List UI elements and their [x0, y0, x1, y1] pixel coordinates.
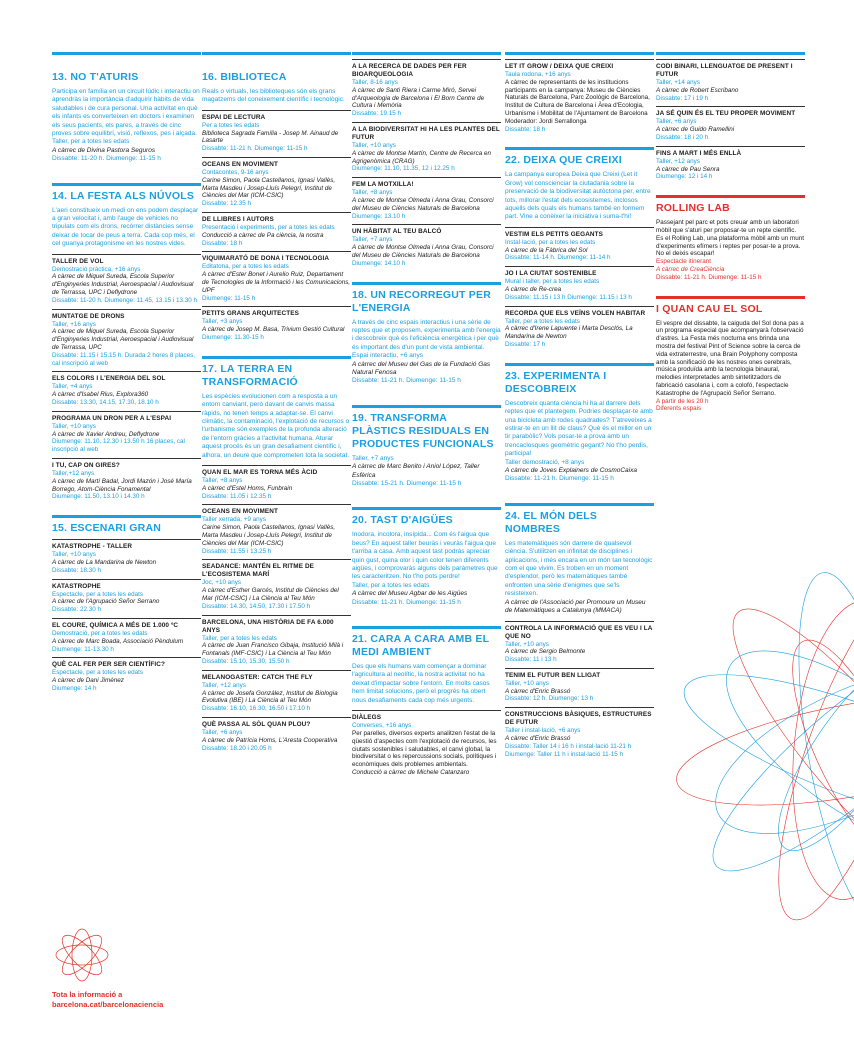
event-item — [352, 59, 501, 118]
event-schedule: Dissabte: 11.15 i 15.15 h. Durada 2 hores 8 places, cal inscripció al web — [52, 351, 196, 367]
section-rule — [505, 363, 654, 366]
event-title: A LA BIODIVERSITAT HI HA LES PLANTES DEL FUTUR — [352, 125, 500, 141]
event-item — [52, 618, 201, 653]
event-title: QUÈ CAL FER PER SER CIENTÍFIC? — [52, 661, 165, 669]
event-title: OCEANS EN MOVIMENT — [202, 508, 279, 516]
event-schedule: Dissabte: 18.20 i 20.05 h — [202, 744, 272, 752]
section-rule — [352, 282, 501, 285]
rolling-lab-intro: Passejant pel parc et pots creuar amb un laboratori mòbil que s'aturi per proposar-te un repte científic. Es el Rolling Lab, una plataforma mòbil amb un munt d'experiments efímers i reptes per posar-te a prova. No el deixis escapar! — [656, 219, 805, 258]
continued-events — [505, 59, 654, 133]
event-host: A càrrec de Miquel Sureda, Escola Superior d'Enginyeries Industrial, Aeroespacial i Audiovisual de Terrassa, UPC i Deflydrone — [52, 273, 194, 297]
event-item — [202, 504, 351, 555]
event-type: Taller, +10 anys — [352, 141, 396, 149]
column-2 — [202, 52, 351, 752]
continued-events — [656, 59, 805, 181]
top-rule — [202, 52, 351, 55]
sunset-time: A partir de les 20 h — [656, 397, 709, 405]
rolling-lab-host: A càrrec de CreaCiència — [656, 265, 725, 273]
section-18-intro: A través de cinc espais interactius i una sèrie de reptes que et proposem, experimenta amb l'energia i descobreix què és l'eficiència energètica i per què és important des d'un punt de vista ambiental. Espai interactiu, +6 anys A càrrec del Museu del Gas de la Fundació Gas Natural Fenosa Dissabte: 11-21 h. Diumenge: 11-15 h — [352, 318, 501, 385]
event-host: Conducció a càrrec de Michele Catanzaro — [352, 768, 470, 776]
event-host: A càrrec de Josefa González, Institut de Biologia Evolutiva (IBE) i La Ciència al Teu Món — [202, 689, 338, 705]
section-22-title: 22. DEIXA QUE CREIXI — [505, 154, 622, 167]
event-type: Taller, +10 anys — [52, 422, 96, 430]
rolling-lab-schedule: Dissabte: 11-21 h. Diumenge: 11-15 h — [656, 273, 762, 281]
event-item — [202, 670, 351, 713]
section-17-title: 17. LA TERRA EN TRANSFORMACIÓ — [202, 362, 298, 388]
column-5 — [656, 52, 805, 413]
section-13-title: 13. NO T'ATURIS — [52, 71, 139, 83]
event-host: A càrrec de La Mandarina de Newton — [52, 559, 157, 567]
event-title: DE LLIBRES I AUTORS — [202, 215, 274, 223]
event-item — [202, 615, 351, 666]
event-title: UN HÀBITAT AL TEU BALCÓ — [352, 228, 442, 236]
event-schedule: Dissabte: 22.30 h — [52, 606, 102, 614]
event-host: Carine Simon, Paola Castellanos, Ignasi Vallès, Marta Masdeu i Josep-Lluís Pelegrí, Institut de Ciències del Mar (ICM-CSIC) — [202, 176, 336, 200]
section-21-intro: Des que els humans vam començar a dominar l'agricultura al neolític, la nostra activitat no ha deixat d'impactar sobre l'entorn. En molts casos hem limitat solucions, però el progrés ha obert nous desafiaments cada cop més urgents. — [352, 663, 490, 704]
section-14-intro: L'aeri constitueix un medi on ens podem desplaçar a gran velocitat i, amb l'auge de vehicles no tripulats com els drons, recórrer distàncies sense deixar de tocar de peus a terra. Cada cop més, el cel guanya protagonisme en les nostres vides. — [52, 206, 199, 248]
event-type: Demostració pràctica, +16 anys — [52, 265, 141, 273]
section-16-title: 16. BIBLIOTECA — [202, 71, 287, 83]
section-15-title: 15. ESCENARI GRAN — [52, 522, 162, 535]
continued-events — [352, 59, 501, 268]
event-type: Per a totes les edats — [202, 121, 260, 129]
event-item — [505, 227, 654, 262]
event-host: Biblioteca Sagrada Família - Josep M. Ainaud de Lasarte — [202, 129, 339, 145]
event-host: A càrrec de Martí Badal, Jordi Mazón i José María Borrego, Atom-Ciència Fonamental — [52, 477, 192, 493]
event-type: Taller i instal·lació, +6 anys — [505, 727, 581, 735]
sunset-title: I QUAN CAU EL SOL — [656, 302, 763, 315]
event-item — [52, 458, 201, 501]
event-schedule: Dissabte: 19.15 h — [352, 110, 402, 118]
event-type: Taller, +6 anys — [202, 728, 243, 736]
section-19-title: 19. TRANSFORMA PLÀSTICS RESIDUALS EN PRODUCTES FUNCIONALS — [352, 411, 494, 450]
top-rule — [505, 52, 654, 55]
event-schedule: Diumenge: 11.10, 11.35, 12 i 12.25 h — [352, 165, 455, 173]
section-24-title: 24. EL MÓN DELS NOMBRES — [505, 509, 598, 535]
section-rule — [505, 503, 654, 506]
event-title: VIQUIMARATÓ DE DONA I TECNOLOGIA — [202, 255, 330, 263]
section-19-info: Taller, +7 anys A càrrec de Marc Benito i Aniol López, Taller Esfèrica Dissabte: 15-21 h. Diumenge: 11-15 h — [352, 454, 480, 488]
event-desc: A càrrec de representants de les institucions participants en la campanya: Museu de Ciències Naturals de Barcelona, Parc Zoològic de Barcelona, Institut de Cultura de Barcelona i Àrea d'Ecologia, Urbanisme i Mobilitat de l'Ajuntament de Barcelona Moderador: Jordi Serrallonga — [505, 78, 650, 125]
event-schedule: Dissabte: 11-14 h. Diumenge: 11-14 h — [505, 254, 611, 262]
section-16-intro: Reals o virtuals, les biblioteques són els grans magatzems del coneixement científic i tecnològic. — [202, 88, 345, 104]
section-13-intro: Participa en família en un circuit lúdic i interactiu on aprendràs la importància d'adquirir hàbits de vida saludables i de cura personal. Una activitat en què els infants es converteixen en doctors i examinen els seus pacients, els pares, a través de cinc proves sobre equilibri, visió, reflexos, pes i alçada. Taller, per a totes les edats A càrrec de Divina Pastora Seguros Dissabte: 11-20 h. Diumenge: 11-15 h — [52, 88, 200, 163]
section-20-title: 20. TAST D'AIGÜES — [352, 514, 453, 527]
event-item — [202, 559, 351, 610]
event-title: LET IT GROW / DEIXA QUE CREIXI — [505, 63, 614, 70]
section-22-events — [505, 227, 654, 349]
event-host: A càrrec de Montse Olmeda i Anna Grau, Consorci del Museu de Ciències Naturals de Barcelona — [352, 196, 494, 212]
event-title: I TU, CAP ON GIRES? — [52, 462, 120, 470]
event-schedule: Dissabte: 18.30 h — [52, 566, 102, 574]
event-type: Taller, per a totes les edats — [202, 634, 277, 642]
section-24-intro: Les matemàtiques són darrere de qualsevol ciència. S'utilitzen en infinitat de disciplines i aplicacions, i més encara en un món tan tecnològic com el que vivim. Es troben en un moment d'esplendor, però les matemàtiques també enfronten una sèrie d'enigmes que se'ls resisteixen. A càrrec de l'Associació per Promoure un Museu de Matemàtiques a Catalunya (MMACA) — [505, 539, 653, 615]
event-schedule: Dissabte: 11-21 h. Diumenge: 11-15 h — [202, 145, 308, 153]
event-schedule: Dissabte: 16.10, 16.30, 16.50 i 17.10 h — [202, 705, 311, 713]
event-title: CONSTRUCCIONS BÀSIQUES, ESTRUCTURES DE FUTUR — [505, 711, 652, 727]
section-21-title: 21. CARA A CARA AMB EL MEDI AMBIENT — [352, 633, 490, 659]
event-type: Taller, +12 anys — [202, 681, 246, 689]
section-rule-red — [656, 195, 805, 198]
section-rule-red — [656, 296, 805, 299]
event-host: A càrrec de Xavier Andreu, Deflydrone — [52, 430, 160, 438]
event-title: KATASTROPHE — [52, 582, 101, 590]
event-type: Taller, +10 anys — [52, 551, 96, 559]
event-item — [656, 59, 805, 102]
event-schedule: Diumenge: 12 i 14 h — [656, 173, 713, 181]
event-item — [505, 266, 654, 301]
top-rule — [656, 52, 805, 55]
column-1 — [52, 52, 201, 693]
top-rule — [352, 52, 501, 55]
event-schedule: Dissabte: 18 h — [505, 125, 546, 133]
event-host: A càrrec de Pau Senra — [656, 165, 720, 173]
event-title: EL COURE, QUÍMICA A MÉS DE 1.000 ºC — [52, 622, 179, 629]
rolling-lab-type: Espectacle itinerant — [656, 258, 711, 266]
event-type: Instal·lació, per a totes les edats — [505, 238, 596, 246]
event-desc: Per parelles, diversos experts analitzen l'estat de la qüestió d'aspectes com l'explotació de recursos, les ciutats sostenibles i saludables, el canvi global, la biodiversitat o les repercussions socials, polítiques i econòmiques dels problemes ambientals. — [352, 729, 497, 769]
event-title: SEADANCE: MANTÉN EL RITME DE L'ECOSISTEMA MARÍ — [202, 563, 315, 579]
event-host: A càrrec de Montse Olmeda i Anna Grau, Consorci del Museu de Ciències Naturals de Barcelona — [352, 244, 494, 259]
event-host: A càrrec d'Estel Homs, Funbrain — [202, 484, 293, 492]
event-host: A càrrec d'Ester Bonet i Aurelio Ruiz, Departament de Tecnologies de la Informació i les Comunicacions, UPF — [202, 271, 351, 294]
event-host: A càrrec d'Enric Brassó — [505, 735, 571, 743]
event-schedule: Dissabte: 12.35 h — [202, 200, 252, 208]
event-host: A càrrec de Sergio Belmonte — [505, 648, 586, 656]
section-17-intro: Les espècies evolucionen com a resposta a un entorn canviant, però davant de canvis massa ràpids, no tenen temps a adaptar-se. El canvi climàtic, la contaminació, l'explotació de recursos o l'urbanisme són exemples de la profunda alteració de l'entorn gràcies a l'activitat humana. Aturar aquest procés és un gran desafiament científic i, alhora, un deure que comprometen tota la societat. — [202, 392, 350, 459]
event-host: A càrrec de Guido Ramellini — [656, 126, 735, 134]
event-host: A càrrec de Juan Francisco Gibaja, Institució Milà i Fontanals (IMF-CSIC) i La Ciència al Teu Món — [202, 642, 344, 658]
event-type: Taller, +4 anys — [52, 383, 93, 391]
event-title: CONTROLA LA INFORMACIÓ QUE ES VEU I LA QUE NO — [505, 624, 653, 640]
top-rule — [52, 52, 201, 55]
footer-line-1: Tota la informació a — [52, 990, 123, 999]
event-host: A càrrec de Marc Boada, Associació Pèndulum — [52, 637, 184, 645]
section-18-title: 18. UN RECORREGUT PER L'ENERGIA — [352, 288, 491, 314]
event-item — [202, 157, 351, 208]
event-schedule: Dissabte: 12 h. Diumenge: 13 h — [505, 695, 594, 703]
event-type: Taula rodona, +16 anys — [505, 71, 571, 78]
event-host: A càrrec de Montse Martín, Centre de Recerca en Agrigenòmica (CRAG) — [352, 149, 492, 165]
event-type: Taller, +16 anys — [52, 320, 96, 328]
event-title: JO I LA CIUTAT SOSTENIBLE — [505, 270, 597, 278]
event-schedule: Dissabte: 11 i 13 h — [505, 656, 557, 664]
event-schedule: Diumenge: 13.10 h — [352, 212, 406, 220]
event-title: PROGRAMA UN DRON PER A L'ESPAI — [52, 414, 172, 422]
section-23-title: 23. EXPERIMENTA I DESCOBREIX — [505, 369, 607, 395]
section-rule — [52, 183, 201, 186]
event-title: MUNTATGE DE DRONS — [52, 312, 125, 320]
event-host: A càrrec d'Irene Lapuente i Marta Desclós, La Mandarina de Newton — [505, 325, 633, 341]
event-type: Taller xerrada, +9 anys — [202, 516, 266, 524]
event-item — [202, 717, 351, 752]
event-title: KATASTROPHE - TALLER — [52, 543, 133, 551]
event-schedule: Dissabte: 18 h — [202, 239, 243, 247]
event-title: QUAN EL MAR ES TORNA MÉS ÀCID — [202, 469, 318, 476]
event-schedule: Diumenge: 11.30-15 h — [202, 333, 264, 341]
section-21-events — [352, 710, 501, 777]
event-item — [505, 59, 654, 133]
event-item — [202, 110, 351, 153]
event-title: JA SÉ QUIN ÉS EL TEU PROPER MOVIMENT — [656, 110, 796, 118]
event-schedule: Dissabte: 14.30, 14.50, 17.30 i 17.50 h — [202, 602, 311, 610]
section-rule — [352, 626, 501, 629]
section-rule — [352, 405, 501, 408]
sunset-place: Diferents espais — [656, 405, 702, 413]
section-20-intro: Inodora, incolora, insípida... Com és l'aigua que beus? En aquest taller beuràs i veuràs l'aigua que t'arriba a casa. Amb aquest tast podràs apreciar quin gust, quina olor i quin color tenen diferents aigües, i comprovaràs alguns dels paràmetres que les caracteritzen. No t'ho pots perdre! Taller, per a totes les edats A càrrec del Museu Agbar de les Aigües Dissabte: 11-21 h. Diumenge: 11-15 h — [352, 531, 498, 606]
section-rule — [352, 507, 501, 510]
event-host: A càrrec de Robert Escribano — [656, 86, 739, 94]
event-item — [505, 707, 654, 758]
section-14-title: 14. LA FESTA ALS NÚVOLS — [52, 189, 195, 202]
event-type: Taller, 8-16 anys — [352, 79, 398, 86]
event-schedule: Diumenge: 11.50, 13.10 i 14.30 h — [52, 493, 145, 501]
event-schedule: Diumenge: 14 h — [52, 684, 97, 692]
event-schedule: Diumenge: 14.10 h — [352, 259, 406, 267]
event-item — [352, 177, 501, 220]
event-schedule: Dissabte: 18 i 20 h — [656, 133, 709, 141]
event-title: MELANOGASTER: CATCH THE FLY — [202, 673, 313, 681]
event-host: A càrrec de Santi Riera i Carme Miró, Servei d'Arqueologia de Barcelona i El Born Centre de Cultura i Memòria — [352, 86, 485, 110]
event-host: A càrrec de Re-crea — [505, 286, 562, 293]
event-type: Joc, +10 anys — [202, 579, 242, 587]
section-22-intro: La campanya europea Deixa que Creixi (Let it Grow) vol conscienciar la ciutadania sobre la preservació de la biodiversitat autòctona per, entre tots, millorar l'estat dels ecosistemes, inclosos aquells dels quals els humans també en formem part. Vine a conèixer la iniciativa i suma-t'hi! — [505, 171, 651, 221]
event-item — [202, 212, 351, 247]
event-type: Taller,+12 anys — [52, 470, 95, 478]
footer-link[interactable]: barcelona.cat/barcelonaciencia — [52, 1000, 164, 1009]
event-title: VESTIM ELS PETITS GEGANTS — [505, 230, 604, 238]
event-schedule: Diumenge: 11-15 h — [202, 294, 256, 302]
event-host: A càrrec de Miquel Sureda, Escola Superior d'Enginyeries Industrial, Aeroespacial i Audiovisual de Terrassa, UPC — [52, 328, 194, 352]
event-item — [52, 539, 201, 574]
event-title: CODI BINARI, LLENGUATGE DE PRESENT I FUTUR — [656, 63, 793, 78]
event-item — [505, 668, 654, 703]
event-item — [52, 579, 201, 614]
event-type: Taller, +8 anys — [202, 477, 243, 484]
section-rule — [52, 515, 201, 518]
event-item — [52, 371, 201, 406]
event-host: A càrrec de la Fàbrica del Sol — [505, 246, 588, 254]
event-title: FINS A MART I MÉS ENLLÀ — [656, 149, 742, 157]
section-24-events — [505, 621, 654, 759]
event-item — [52, 657, 201, 692]
event-item — [656, 146, 805, 181]
event-type: Demostració, per a totes les edats — [52, 630, 148, 637]
event-schedule: Dissabte: 11.55 i 13.25 h — [202, 547, 272, 555]
event-schedule: Diumenge: 11.10, 12.30 i 13.50 h 16 places, cal inscripció al web — [52, 438, 185, 454]
event-type: Taller, per a totes les edats — [505, 317, 580, 325]
footer-info — [52, 990, 163, 1010]
event-schedule: Diumenge: 11-13.30 h — [52, 645, 114, 653]
event-type: Contacontes, 9-16 anys — [202, 169, 269, 176]
event-title: OCEANS EN MOVIMENT — [202, 161, 279, 168]
event-host: A càrrec d'Esther Garcés, Institut de Ciències del Mar (ICM-CSIC) i La Ciència al Teu Món — [202, 587, 339, 602]
event-title: FEM LA MOTXILLA! — [352, 181, 414, 189]
event-item — [505, 306, 654, 349]
event-item — [352, 710, 501, 777]
section-rule — [505, 147, 654, 150]
event-host: A càrrec de l'Agrupació Señor Serrano — [52, 598, 160, 606]
event-type: Taller, +12 anys — [656, 157, 700, 165]
event-host: A càrrec d'Isabel Rius, Explora360 — [52, 391, 149, 399]
event-schedule: Dissabte: 17 h — [505, 340, 546, 348]
event-type: Presentació i experiments, per a totes les edats — [202, 223, 335, 231]
event-title: TALLER DE VOL — [52, 257, 104, 265]
event-schedule: Dissabte: 11.15 i 13 h Diumenge: 11.15 i 13 h — [505, 293, 632, 301]
event-type: Taller, +6 anys — [656, 118, 697, 126]
section-rule — [202, 356, 351, 359]
event-host: A càrrec de Patrícia Homs, L'Aresta Cooperativa — [202, 736, 338, 744]
section-15-events — [52, 539, 201, 693]
rolling-lab-title: ROLLING LAB — [656, 202, 730, 215]
event-schedule: Dissabte: Taller 14 i 16 h i instal·lació 11-21 h Diumenge: Taller 11 h i instal·lació 11-15 h — [505, 742, 632, 758]
event-schedule: Dissabte: 15.10, 15.30, 15.50 h — [202, 657, 290, 665]
event-host: Conducció a càrrec de Pa ciència, la nostra — [202, 231, 324, 239]
event-item — [505, 621, 654, 664]
section-16-events — [202, 110, 351, 342]
event-schedule: Dissabte: 13.30, 14.15, 17.30, 18.10 h — [52, 399, 159, 407]
event-type: Mural i taller, per a totes les edats — [505, 278, 600, 286]
event-title: QUÈ PASSA AL SÒL QUAN PLOU? — [202, 720, 311, 728]
event-host: A càrrec de Dani Jiménez — [52, 677, 124, 685]
event-item — [202, 251, 351, 302]
event-type: Taller, +14 anys — [656, 79, 700, 86]
sunset-intro: El vespre del dissabte, la caiguda del Sol dona pas a un programa especial que acompanyarà l'observació d'astres. La Festa més nocturna ens brinda una mostra del festival Pint of Science sobre la cerca de vida extraterrestre, una Brain Polyphony composta amb la sonificació de les nostres ones cerebrals, música produïda amb la tecnologia binaural, melodies interpretades amb sintetitzadors de fabricació casolana i, com a colofó, l'espectacle Katastrophe de l'Agrupació Señor Serrano. — [656, 319, 804, 397]
section-17-events — [202, 465, 351, 752]
event-type: Taller, +3 anys — [202, 318, 243, 326]
event-title: A LA RECERCA DE DADES PER FER BIOARQUEOLOGIA — [352, 63, 467, 78]
event-schedule: Dissabte: 11-20 h. Diumenge: 11.45, 13.15 i 13.30 h — [52, 296, 198, 304]
event-title: BARCELONA, UNA HISTÒRIA DE FA 6.000 ANYS — [202, 618, 334, 634]
event-host: A càrrec de Josep M. Basa, Trivium Gestió Cultural — [202, 326, 345, 334]
event-item — [656, 106, 805, 141]
event-type: Espectacle, per a totes les edats — [52, 590, 144, 598]
spirograph-decoration — [640, 540, 854, 1010]
column-3 — [352, 52, 501, 777]
event-type: Taller, +10 anys — [505, 640, 549, 648]
event-type: Espectacle, per a totes les edats — [52, 669, 144, 677]
event-item — [352, 122, 501, 173]
event-schedule: Dissabte: 11.05 i 12.35 h — [202, 492, 272, 500]
event-type: Taller, +7 anys — [352, 236, 393, 244]
event-item — [352, 224, 501, 267]
event-title: TENIM EL FUTUR BEN LLIGAT — [505, 671, 601, 679]
event-item — [52, 309, 201, 368]
event-type: Editatona, per a totes les edats — [202, 263, 289, 271]
event-host: A càrrec d'Enric Brassó — [505, 687, 571, 695]
event-title: ELS COLORS I L'ENERGIA DEL SOL — [52, 375, 166, 383]
event-title: DIÀLEGS — [352, 714, 382, 722]
event-schedule: Dissabte: 17 i 19 h — [656, 94, 709, 102]
column-4 — [505, 52, 654, 758]
event-title: RECORDA QUE ELS VEÏNS VOLEN HABITAR — [505, 309, 646, 317]
event-item — [202, 465, 351, 500]
event-title: ESPAI DE LECTURA — [202, 113, 266, 121]
event-type: Taller, +8 anys — [352, 189, 393, 197]
section-23-intro: Descobreix quanta ciència hi ha al darrere dels reptes que et plantegem. Podries desplaçar-te amb una bicicleta amb rodes quadrades? T'atreveixes a estirar-te en un llit de claus? Què és el millor en un tir parabòlic? Vols posar-te a prova amb un trencaclosques geomètric gegant? No t'ho perdis, participa! Taller demostració, +8 anys A càrrec de Joves Explainers de CosmoCaixa Dissabte: 11-21 h. Diumenge: 11-15 h — [505, 399, 653, 483]
festa-ciencia-logo — [52, 925, 112, 985]
event-type: Converses, +16 anys — [352, 722, 412, 730]
event-item — [52, 411, 201, 454]
event-item — [52, 254, 201, 305]
event-item — [202, 306, 351, 341]
section-14-events — [52, 254, 201, 502]
event-type: Taller, +10 anys — [505, 679, 549, 687]
event-host: Carine Simon, Paola Castellanos, Ignasi Vallès, Marta Masdeu i Josep-Lluís Pelegrí, Institut de Ciències del Mar (ICM-CSIC) — [202, 524, 336, 547]
event-title: PETITS GRANS ARQUITECTES — [202, 310, 299, 318]
